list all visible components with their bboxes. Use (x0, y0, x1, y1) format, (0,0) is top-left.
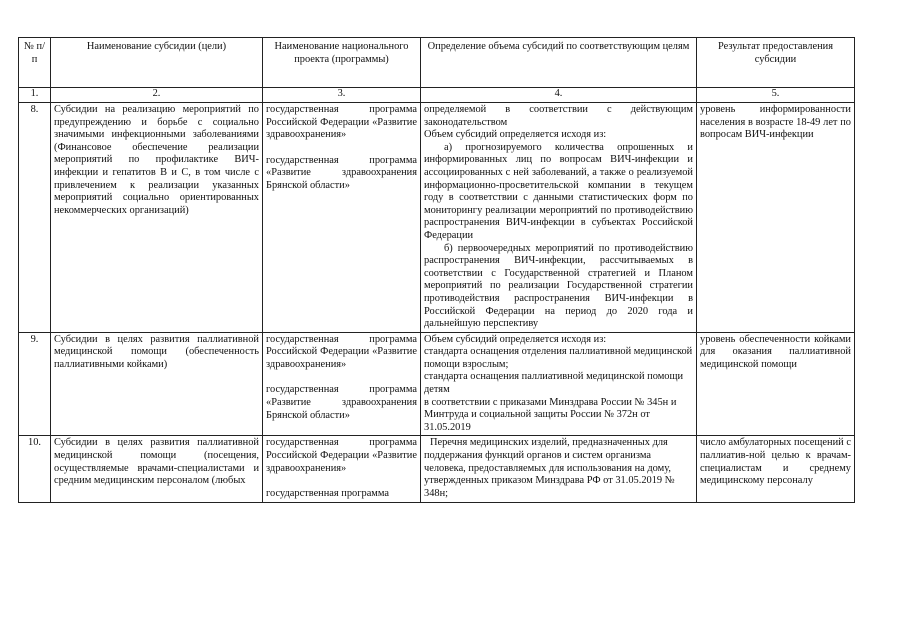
national-project (263, 436, 421, 502)
header-result: Результат предоставления субсидии (697, 38, 855, 88)
header-volume-definition: Определение объема субсидий по соответствующим целям (421, 38, 697, 88)
header-national-project: Наименование национального проекта (программы) (263, 38, 421, 88)
header-num: № п/п (19, 38, 51, 88)
column-number: 1. (19, 88, 51, 103)
program-federal: государственная программа Российской Федерации «Развитие здравоохранения» (266, 333, 417, 370)
subsidy-table (18, 37, 855, 503)
row-number: 9. (19, 332, 51, 436)
result: число амбулаторных посещений с паллиатив-ной целью к врачам-специалистам и среднему медицинскому персоналу (697, 436, 855, 502)
national-project (263, 332, 421, 436)
column-number: 5. (697, 88, 855, 103)
program-federal: государственная программа Российской Федерации «Развитие здравоохранения» (266, 437, 417, 474)
table-header-row (19, 38, 855, 88)
volume-definition (421, 436, 697, 502)
volume-line: Перечня медицинских изделий, предназначенных для поддержания функций органов и систем организма человека, предоставляемых для использования на дому, утвержденных приказом Минздрава РФ от 31.05.2019 № 348н; (424, 437, 675, 499)
volume-line: в соответствии с приказами Минздрава России № 345н и Минтруда и социальной защиты России № 372н от 31.05.2019 (424, 396, 677, 433)
row-number: 8. (19, 103, 51, 333)
table-row (19, 103, 855, 333)
volume-line: а) прогнозируемого количества опрошенных и информированных лиц по вопросам ВИЧ-инфекции и ассоциированных с ней заболеваний, а также о реализуемой информационно-просветительской компании в текущем году в соответствии с данными статистических форм по мониторингу реализации мероприятий по противодействию распространения ВИЧ-инфекции в субъектах Российской Федерации (424, 141, 693, 241)
volume-line: стандарта оснащения отделения паллиативной медицинской помощи взрослым; (424, 346, 693, 370)
result: уровень обеспеченности койками для оказания паллиативной медицинской помощи (697, 332, 855, 436)
table-row (19, 436, 855, 502)
subsidy-name: Субсидии на реализацию мероприятий по предупреждению и борьбе с социально значимыми инфекционными заболеваниями (Финансовое обеспечение реализации мероприятий по профилактике ВИЧ-инфекции и гепатитов В и С, в том числе с привлечением к реализации указанных мероприятий социально ориентированных некоммерческих организаций) (51, 103, 263, 333)
column-number: 2. (51, 88, 263, 103)
volume-line: б) первоочередных мероприятий по противодействию распространения ВИЧ-инфекции, рассчитываемых в соответствии с Государственной стратегией и Планом мероприятий по реализации Государственной стратегии противодействия распространения ВИЧ-инфекции в Российской Федерации на период до 2020 года и дальнейшую перспективу (424, 242, 693, 330)
volume-definition (421, 103, 697, 333)
volume-line: стандарта оснащения паллиативной медицинской помощи детям (424, 371, 684, 396)
volume-definition (421, 332, 697, 436)
column-number: 3. (263, 88, 421, 103)
subsidy-name: Субсидии в целях развития паллиативной медицинской помощи (обеспеченность паллиативными койками) (51, 332, 263, 436)
national-project (263, 103, 421, 333)
table-row (19, 332, 855, 436)
result: уровень информированности населения в возрасте 18-49 лет по вопросам ВИЧ-инфекции (697, 103, 855, 333)
program-regional: государственная программа «Развитие здравоохранения Брянской области» (266, 154, 417, 191)
program-federal: государственная программа Российской Федерации «Развитие здравоохранения» (266, 104, 417, 141)
volume-line: Объем субсидий определяется исходя из: (424, 129, 607, 141)
header-subsidy-name: Наименование субсидии (цели) (51, 38, 263, 88)
subsidy-name: Субсидии в целях развития паллиативной медицинской помощи (посещения, осуществляемые врачами-специалистами и средним медицинским персоналом (любых (51, 436, 263, 502)
column-number: 4. (421, 88, 697, 103)
volume-line: Объем субсидий определяется исходя из: (424, 333, 607, 345)
volume-line: определяемой в соответствии с действующим законодательством (424, 104, 693, 128)
program-regional: государственная программа (266, 488, 389, 500)
row-number: 10. (19, 436, 51, 502)
program-regional: государственная программа «Развитие здравоохранения Брянской области» (266, 384, 417, 421)
column-number-row (19, 88, 855, 103)
